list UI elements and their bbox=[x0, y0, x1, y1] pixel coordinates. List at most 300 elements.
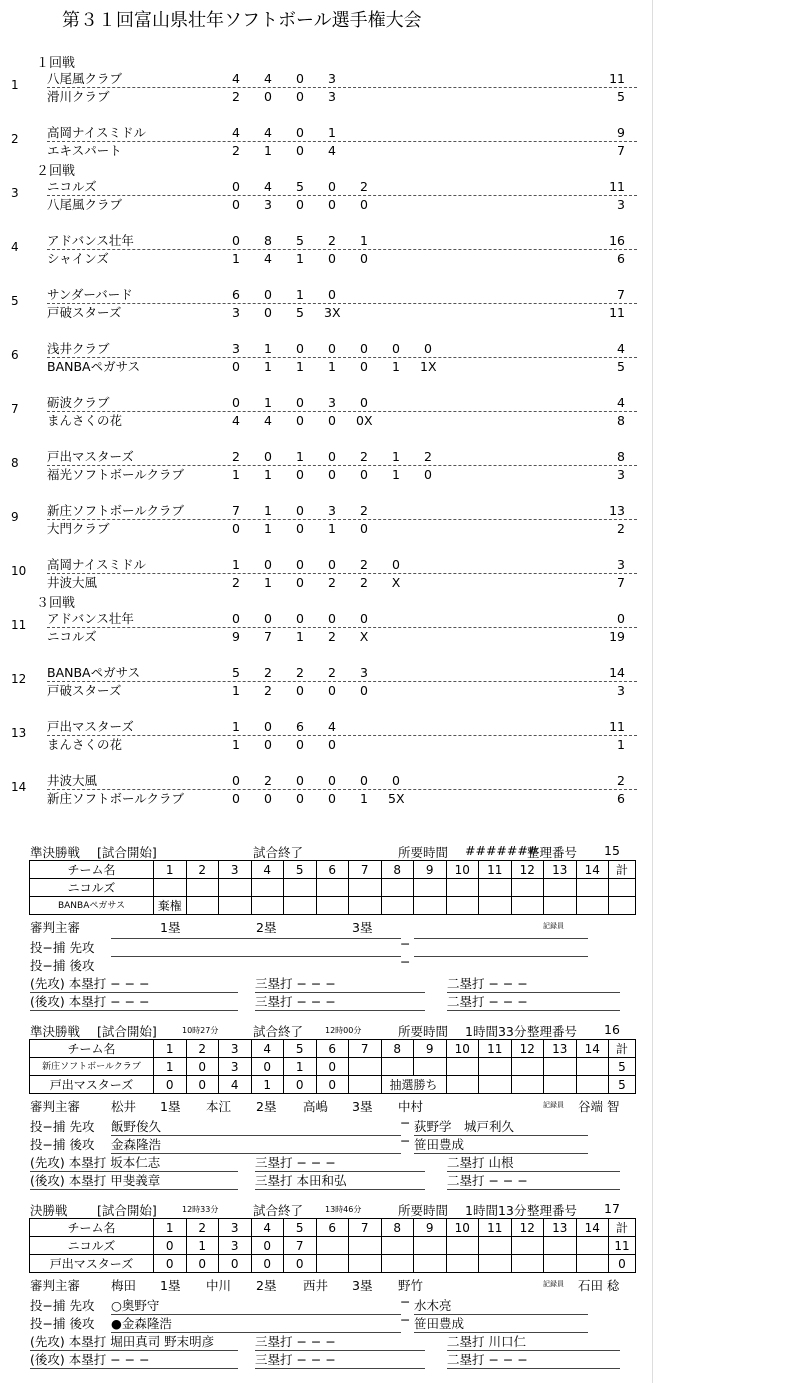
inning-score: 4 bbox=[232, 413, 240, 428]
inning-cell bbox=[414, 897, 447, 915]
inning-cell: 0 bbox=[284, 1255, 317, 1273]
total-cell bbox=[609, 897, 636, 915]
inning-score: 4 bbox=[264, 71, 272, 86]
team-name: まんさくの花 bbox=[47, 737, 123, 752]
inning-score: 0 bbox=[296, 89, 304, 104]
inning-score: 2 bbox=[232, 89, 240, 104]
inning-score: 0 bbox=[296, 737, 304, 752]
triples-visitor: 三塁打 − − − bbox=[255, 974, 425, 993]
inning-score: 2 bbox=[360, 575, 368, 590]
column-header: 計 bbox=[609, 861, 636, 879]
inning-cell bbox=[154, 879, 187, 897]
team-name: 戸出マスターズ bbox=[30, 1076, 154, 1094]
total-score: 8 bbox=[617, 449, 625, 464]
total-score: 3 bbox=[617, 197, 625, 212]
inning-cell bbox=[349, 1076, 382, 1094]
column-header: 6 bbox=[316, 1040, 349, 1058]
inning-cell bbox=[414, 1058, 447, 1076]
doubles-visitor: 二塁打 川口仁 bbox=[447, 1332, 620, 1351]
column-header: 8 bbox=[381, 1219, 414, 1237]
inning-score: 4 bbox=[264, 251, 272, 266]
column-header: 12 bbox=[511, 1040, 544, 1058]
inning-score: 1 bbox=[264, 575, 272, 590]
inning-score: 1 bbox=[296, 449, 304, 464]
column-header: 1 bbox=[154, 861, 187, 879]
doubles-visitor: 二塁打 山根 bbox=[447, 1153, 620, 1172]
column-header: 2 bbox=[186, 1219, 219, 1237]
home-runs-home: (後攻) 本塁打 − − − bbox=[30, 992, 238, 1011]
column-header: 13 bbox=[544, 1219, 577, 1237]
column-header: 5 bbox=[284, 1040, 317, 1058]
inning-score: 4 bbox=[264, 125, 272, 140]
inning-score: 0 bbox=[328, 449, 336, 464]
triples-home: 三塁打 − − − bbox=[255, 992, 425, 1011]
total-score: 11 bbox=[609, 71, 625, 86]
inning-cell bbox=[576, 1237, 609, 1255]
umpire-name: 梅田 bbox=[111, 1278, 137, 1293]
inning-cell bbox=[381, 897, 414, 915]
total-score: 11 bbox=[609, 179, 625, 194]
game-label: 準決勝戦 bbox=[30, 845, 81, 860]
inning-cell: 0 bbox=[186, 1058, 219, 1076]
inning-cell bbox=[219, 879, 252, 897]
total-score: 3 bbox=[617, 467, 625, 482]
inning-score: 1 bbox=[360, 791, 368, 806]
inning-score: 1 bbox=[264, 503, 272, 518]
inning-cell bbox=[576, 1255, 609, 1273]
serial-number: 15 bbox=[604, 843, 620, 858]
inning-cell bbox=[446, 879, 479, 897]
duration-label: 所要時間 bbox=[398, 1024, 449, 1039]
total-score: 7 bbox=[617, 143, 625, 158]
base1-label: 1塁 bbox=[160, 920, 181, 935]
inning-score: 2 bbox=[328, 665, 336, 680]
inning-score: 0 bbox=[264, 449, 272, 464]
game-number: 10 bbox=[11, 564, 27, 578]
battery-dash: − bbox=[400, 1312, 411, 1327]
column-header: 9 bbox=[414, 1219, 447, 1237]
umpire-label: 審判主審 bbox=[30, 920, 81, 935]
inning-score: 0 bbox=[328, 791, 336, 806]
base3-label: 3塁 bbox=[352, 1099, 373, 1114]
inning-score: 1 bbox=[328, 521, 336, 536]
team-name: エキスパート bbox=[47, 143, 122, 158]
battery-home-label: 投−捕 後攻 bbox=[30, 958, 95, 973]
start-time: 12時33分 bbox=[182, 1205, 219, 1214]
inning-cell: 0 bbox=[186, 1255, 219, 1273]
home-runs-home: (後攻) 本塁打 − − − bbox=[30, 1350, 238, 1369]
box-score-table bbox=[29, 860, 636, 915]
total-cell: 0 bbox=[609, 1255, 636, 1273]
inning-score: 7 bbox=[232, 503, 240, 518]
start-label: [試合開始] bbox=[97, 1024, 157, 1039]
inning-score: 0 bbox=[328, 413, 336, 428]
inning-score: 0 bbox=[296, 341, 304, 356]
team-name: サンダーバード bbox=[47, 286, 637, 304]
battery-home-pitcher: 金森隆浩 bbox=[111, 1135, 401, 1154]
inning-cell bbox=[576, 1076, 609, 1094]
duration: ####### bbox=[465, 843, 539, 858]
inning-cell bbox=[479, 897, 512, 915]
game-number: 1 bbox=[11, 78, 19, 92]
team-name: 福光ソフトボールクラブ bbox=[47, 467, 185, 482]
inning-score: 5 bbox=[296, 233, 304, 248]
doubles-home: 二塁打 − − − bbox=[447, 992, 620, 1011]
team-name: 高岡ナイスミドル bbox=[47, 556, 637, 574]
column-header: 5 bbox=[284, 861, 317, 879]
column-header: 2 bbox=[186, 1040, 219, 1058]
inning-score: 0 bbox=[360, 611, 368, 626]
inning-cell bbox=[544, 1076, 577, 1094]
doubles-home: 二塁打 − − − bbox=[447, 1350, 620, 1369]
inning-score: 1 bbox=[296, 251, 304, 266]
recorder-label: 記録員 bbox=[543, 922, 564, 930]
inning-score: 5 bbox=[296, 305, 304, 320]
column-header: 5 bbox=[284, 1219, 317, 1237]
inning-score: 0 bbox=[264, 305, 272, 320]
battery-dash: − bbox=[400, 1133, 411, 1148]
column-header: 14 bbox=[576, 1040, 609, 1058]
inning-cell bbox=[576, 1058, 609, 1076]
battery-home-pitcher: ●金森隆浩 bbox=[111, 1314, 401, 1333]
team-name: 戸出マスターズ bbox=[30, 1255, 154, 1273]
inning-score: 1 bbox=[264, 467, 272, 482]
base1-umpire: 中川 bbox=[206, 1278, 232, 1293]
box-score-table bbox=[29, 1039, 636, 1094]
game-label: 準決勝戦 bbox=[30, 1024, 81, 1039]
inning-cell bbox=[349, 879, 382, 897]
inning-score: 1 bbox=[232, 251, 240, 266]
inning-score: 3 bbox=[232, 305, 240, 320]
inning-cell bbox=[479, 879, 512, 897]
team-name: ニコルズ bbox=[47, 178, 637, 196]
serial-number: 16 bbox=[604, 1022, 620, 1037]
column-header: 10 bbox=[446, 861, 479, 879]
total-score: 8 bbox=[617, 413, 625, 428]
inning-cell: 0 bbox=[316, 1076, 349, 1094]
total-score: 0 bbox=[617, 611, 625, 626]
team-name: アドバンス壮年 bbox=[47, 232, 637, 250]
end-time: 13時46分 bbox=[325, 1205, 362, 1214]
inning-cell: 1 bbox=[186, 1237, 219, 1255]
inning-cell bbox=[316, 879, 349, 897]
game-number: 13 bbox=[11, 726, 27, 740]
inning-score: 0 bbox=[328, 773, 336, 788]
inning-cell bbox=[544, 879, 577, 897]
inning-score: 1 bbox=[264, 143, 272, 158]
inning-cell bbox=[479, 1237, 512, 1255]
inning-score: 1X bbox=[420, 359, 437, 374]
umpire-label: 審判主審 bbox=[30, 1278, 81, 1293]
home-runs-home: (後攻) 本塁打 甲斐義章 bbox=[30, 1171, 238, 1190]
table-row bbox=[30, 1058, 636, 1076]
inning-cell bbox=[511, 1255, 544, 1273]
total-cell bbox=[609, 879, 636, 897]
inning-score: 0 bbox=[296, 683, 304, 698]
inning-score: 1 bbox=[232, 719, 240, 734]
inning-score: 0 bbox=[232, 791, 240, 806]
battery-visitor-pitcher: ○奥野守 bbox=[111, 1296, 401, 1315]
inning-cell bbox=[544, 1237, 577, 1255]
serial-label: 整理番号 bbox=[527, 845, 578, 860]
column-header: 9 bbox=[414, 1040, 447, 1058]
home-runs-visitor: (先攻) 本塁打 堀田真司 野末明彦 bbox=[30, 1332, 238, 1351]
team-name: ニコルズ bbox=[30, 1237, 154, 1255]
battery-dash: − bbox=[400, 1115, 411, 1130]
end-label: 試合終了 bbox=[253, 1024, 304, 1039]
battery-dash: − bbox=[400, 954, 411, 969]
inning-cell bbox=[446, 1237, 479, 1255]
game-number: 14 bbox=[11, 780, 27, 794]
inning-score: 0 bbox=[232, 233, 240, 248]
inning-score: 3 bbox=[264, 197, 272, 212]
inning-cell bbox=[284, 879, 317, 897]
battery-dash: − bbox=[400, 936, 411, 951]
battery-home-label: 投−捕 後攻 bbox=[30, 1137, 95, 1152]
inning-cell bbox=[381, 1058, 414, 1076]
inning-cell bbox=[186, 879, 219, 897]
column-header: 13 bbox=[544, 1040, 577, 1058]
recorder-label: 記録員 bbox=[543, 1280, 564, 1288]
inning-score: 0 bbox=[424, 341, 432, 356]
inning-score: 0 bbox=[296, 125, 304, 140]
inning-score: 2 bbox=[232, 575, 240, 590]
inning-cell bbox=[316, 1237, 349, 1255]
table-row bbox=[30, 1076, 636, 1094]
game-number: 3 bbox=[11, 186, 19, 200]
total-score: 13 bbox=[609, 503, 625, 518]
inning-cell bbox=[544, 897, 577, 915]
inning-cell: 0 bbox=[219, 1255, 252, 1273]
duration-label: 所要時間 bbox=[398, 1203, 449, 1218]
column-header: 1 bbox=[154, 1040, 187, 1058]
inning-score: 8 bbox=[264, 233, 272, 248]
column-header: 4 bbox=[251, 1219, 284, 1237]
inning-score: 0 bbox=[232, 359, 240, 374]
total-score: 5 bbox=[617, 89, 625, 104]
end-time: 12時00分 bbox=[325, 1026, 362, 1035]
inning-score: 0 bbox=[360, 521, 368, 536]
total-score: 7 bbox=[617, 575, 625, 590]
total-score: 9 bbox=[617, 125, 625, 140]
inning-score: 5 bbox=[296, 179, 304, 194]
column-header: 14 bbox=[576, 861, 609, 879]
start-label: [試合開始] bbox=[97, 1203, 157, 1218]
column-header: 3 bbox=[219, 1219, 252, 1237]
inning-score: 0 bbox=[360, 341, 368, 356]
inning-score: 1 bbox=[264, 521, 272, 536]
column-header: 1 bbox=[154, 1219, 187, 1237]
inning-score: 4 bbox=[264, 179, 272, 194]
game-number: 9 bbox=[11, 510, 19, 524]
total-score: 5 bbox=[617, 359, 625, 374]
base3-label: 3塁 bbox=[352, 1278, 373, 1293]
inning-score: 1 bbox=[232, 737, 240, 752]
battery-visitor-catcher: 荻野学 城戸利久 bbox=[414, 1117, 588, 1136]
inning-score: 1 bbox=[232, 467, 240, 482]
inning-cell: 0 bbox=[251, 1237, 284, 1255]
inning-score: 0 bbox=[296, 143, 304, 158]
inning-score: 4 bbox=[328, 143, 336, 158]
total-cell: 5 bbox=[609, 1058, 636, 1076]
total-score: 14 bbox=[609, 665, 625, 680]
inning-cell bbox=[511, 879, 544, 897]
team-name: 八尾風クラブ bbox=[47, 70, 637, 88]
inning-score: 3 bbox=[328, 71, 336, 86]
inning-cell: 1 bbox=[284, 1058, 317, 1076]
inning-score: 0 bbox=[328, 683, 336, 698]
table-row bbox=[30, 1255, 636, 1273]
inning-cell: 3 bbox=[219, 1237, 252, 1255]
round-label: ２回戦 bbox=[36, 164, 76, 179]
inning-score: 0 bbox=[328, 251, 336, 266]
table-header-row bbox=[30, 1219, 636, 1237]
column-header: 3 bbox=[219, 1040, 252, 1058]
inning-cell bbox=[576, 897, 609, 915]
round-label: １回戦 bbox=[36, 56, 76, 71]
recorder-name: 谷端 智 bbox=[578, 1099, 620, 1114]
column-header: 8 bbox=[381, 1040, 414, 1058]
inning-cell bbox=[414, 879, 447, 897]
team-name: 高岡ナイスミドル bbox=[47, 124, 637, 142]
team-name: 戸出マスターズ bbox=[47, 448, 637, 466]
table-header-row bbox=[30, 861, 636, 879]
inning-cell bbox=[446, 1255, 479, 1273]
total-score: 6 bbox=[617, 251, 625, 266]
inning-cell bbox=[479, 1058, 512, 1076]
inning-score: 0 bbox=[328, 467, 336, 482]
inning-cell bbox=[544, 1058, 577, 1076]
triples-visitor: 三塁打 − − − bbox=[255, 1153, 425, 1172]
inning-score: 2 bbox=[360, 179, 368, 194]
inning-score: 2 bbox=[360, 503, 368, 518]
battery-home-catcher bbox=[414, 956, 588, 957]
inning-cell: 4 bbox=[219, 1076, 252, 1094]
inning-score: 0 bbox=[232, 395, 240, 410]
team-name: 新庄ソフトボールクラブ bbox=[47, 791, 185, 806]
team-name: 新庄ソフトボールクラブ bbox=[30, 1058, 154, 1076]
base2-label: 2塁 bbox=[256, 920, 277, 935]
inning-cell bbox=[349, 1255, 382, 1273]
total-score: 3 bbox=[617, 557, 625, 572]
inning-score: 2 bbox=[328, 629, 336, 644]
team-name: BANBAペガサス bbox=[47, 359, 141, 374]
battery-home-label: 投−捕 後攻 bbox=[30, 1316, 95, 1331]
inning-cell bbox=[316, 897, 349, 915]
column-header: 11 bbox=[479, 1040, 512, 1058]
column-header: 10 bbox=[446, 1040, 479, 1058]
inning-cell: 0 bbox=[284, 1076, 317, 1094]
team-name: 八尾風クラブ bbox=[47, 197, 123, 212]
inning-cell bbox=[381, 1255, 414, 1273]
inning-score: 3 bbox=[328, 89, 336, 104]
total-score: 4 bbox=[617, 341, 625, 356]
inning-cell bbox=[349, 1237, 382, 1255]
game-number: 11 bbox=[11, 618, 27, 632]
team-name: BANBAペガサス bbox=[47, 664, 637, 682]
inning-cell bbox=[316, 1255, 349, 1273]
base2-label: 2塁 bbox=[256, 1099, 277, 1114]
column-header: 13 bbox=[544, 861, 577, 879]
total-score: 2 bbox=[617, 773, 625, 788]
inning-score: 0 bbox=[296, 71, 304, 86]
inning-score: 2 bbox=[264, 665, 272, 680]
inning-score: 0 bbox=[328, 341, 336, 356]
inning-score: 2 bbox=[264, 773, 272, 788]
battery-visitor-label: 投−捕 先攻 bbox=[30, 940, 95, 955]
battery-visitor-label: 投−捕 先攻 bbox=[30, 1119, 95, 1134]
doubles-home: 二塁打 − − − bbox=[447, 1171, 620, 1190]
inning-score: 1 bbox=[264, 341, 272, 356]
team-name: 井波大風 bbox=[47, 772, 637, 790]
inning-score: 0 bbox=[296, 557, 304, 572]
inning-cell: 0 bbox=[154, 1237, 187, 1255]
inning-score: 0 bbox=[328, 287, 336, 302]
inning-score: 3 bbox=[328, 503, 336, 518]
total-score: 16 bbox=[609, 233, 625, 248]
inning-score: 3 bbox=[328, 395, 336, 410]
inning-score: 0 bbox=[328, 197, 336, 212]
duration-label: 所要時間 bbox=[398, 845, 449, 860]
game-number: 12 bbox=[11, 672, 27, 686]
inning-score: 3 bbox=[232, 341, 240, 356]
game-number: 5 bbox=[11, 294, 19, 308]
inning-score: 5X bbox=[388, 791, 405, 806]
inning-score: 0 bbox=[232, 179, 240, 194]
inning-score: 0 bbox=[264, 737, 272, 752]
column-header: 14 bbox=[576, 1219, 609, 1237]
inning-score: 4 bbox=[264, 413, 272, 428]
column-header: 6 bbox=[316, 861, 349, 879]
box-score-table bbox=[29, 1218, 636, 1273]
battery-visitor-catcher: 水木亮 bbox=[414, 1296, 588, 1315]
game-number: 7 bbox=[11, 402, 19, 416]
column-header: 計 bbox=[609, 1040, 636, 1058]
inning-cell bbox=[446, 897, 479, 915]
inning-cell: 抽選勝ち bbox=[381, 1076, 446, 1094]
team-name: 戸出マスターズ bbox=[47, 718, 637, 736]
battery-home-catcher: 笹田豊成 bbox=[414, 1135, 588, 1154]
inning-score: 0 bbox=[296, 413, 304, 428]
inning-cell bbox=[186, 897, 219, 915]
inning-score: 1 bbox=[264, 359, 272, 374]
base3-label: 3塁 bbox=[352, 920, 373, 935]
inning-score: 0 bbox=[296, 773, 304, 788]
inning-score: 0 bbox=[392, 557, 400, 572]
inning-score: 0 bbox=[296, 503, 304, 518]
start-time: 10時27分 bbox=[182, 1026, 219, 1035]
team-name: ニコルズ bbox=[47, 629, 97, 644]
column-header: 3 bbox=[219, 861, 252, 879]
inning-score: 0X bbox=[356, 413, 373, 428]
inning-cell bbox=[479, 1076, 512, 1094]
inning-cell bbox=[381, 1237, 414, 1255]
inning-score: 2 bbox=[360, 557, 368, 572]
inning-score: 2 bbox=[424, 449, 432, 464]
game-label: 決勝戦 bbox=[30, 1203, 68, 1218]
inning-cell: 1 bbox=[251, 1076, 284, 1094]
inning-score: 5 bbox=[232, 665, 240, 680]
battery-visitor-label: 投−捕 先攻 bbox=[30, 1298, 95, 1313]
column-header: チーム名 bbox=[30, 1040, 154, 1058]
inning-score: 0 bbox=[328, 611, 336, 626]
column-header: 7 bbox=[349, 861, 382, 879]
inning-score: 3 bbox=[360, 665, 368, 680]
column-header: 12 bbox=[511, 1219, 544, 1237]
serial-number: 17 bbox=[604, 1201, 620, 1216]
team-name: 戸破スターズ bbox=[47, 683, 122, 698]
inning-score: 0 bbox=[264, 611, 272, 626]
